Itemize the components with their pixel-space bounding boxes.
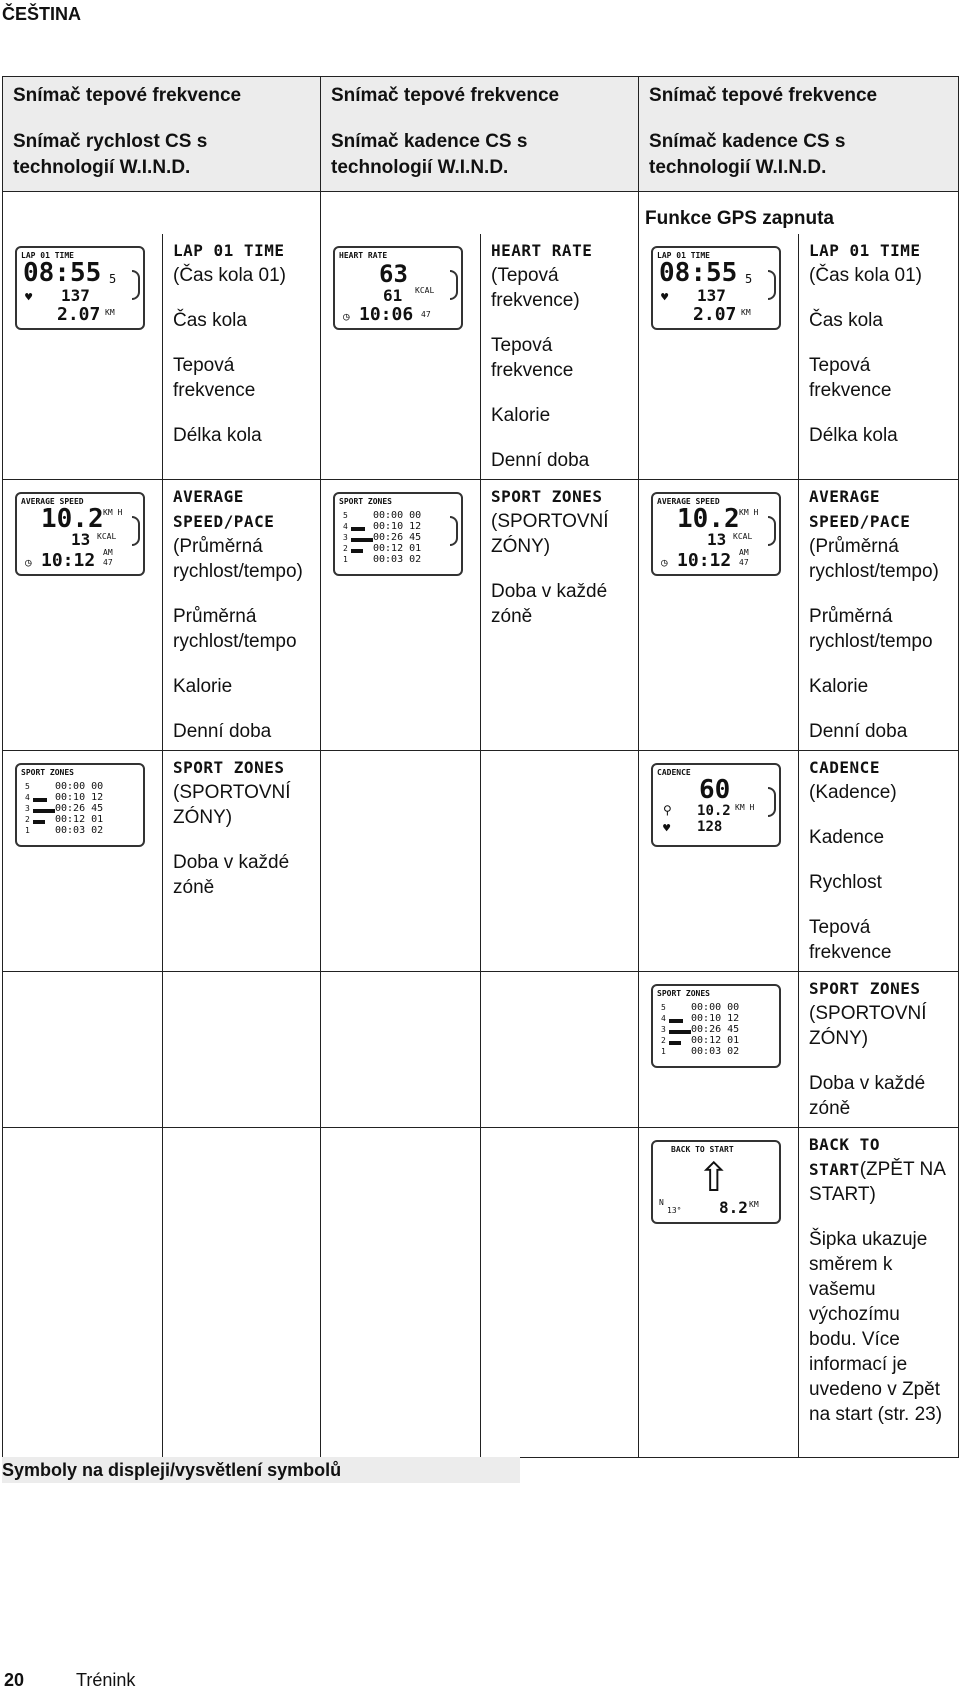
- lcd-line3: 2.07: [57, 304, 101, 325]
- symbol-title: LAP 01 TIME: [173, 241, 285, 260]
- symbol-item: Čas kola: [173, 310, 247, 331]
- lcd-ampm: AM: [739, 548, 749, 557]
- gps-note: Funkce GPS zapnuta: [639, 192, 959, 235]
- lcd-unit: KM: [741, 308, 751, 317]
- lcd-sport-zones: [15, 763, 145, 847]
- symbols-table: [2, 76, 959, 1458]
- display-cell: [3, 751, 163, 972]
- symbol-title: AVERAGE SPEED/PACE: [173, 487, 275, 531]
- symbol-item: Kalorie: [173, 676, 233, 697]
- lcd-label: LAP 01 TIME: [657, 251, 710, 260]
- lcd-label: HEART RATE: [339, 251, 388, 260]
- symbol-item: Doba v každé zóně: [173, 852, 290, 898]
- lcd-bracket: [768, 787, 776, 817]
- symbol-item: Rychlost: [809, 872, 882, 893]
- lcd-label: CADENCE: [657, 768, 691, 777]
- lcd-sport-zones: [651, 984, 781, 1068]
- symbol-item: Tepová frekvence: [173, 355, 256, 401]
- symbol-item: Průměrná rychlost/tempo: [809, 606, 933, 652]
- lcd-value: 10.2: [41, 504, 104, 534]
- display-cell: [639, 751, 799, 972]
- symbol-translation: (Kadence): [809, 782, 897, 803]
- lcd-decimal: 5: [745, 272, 753, 286]
- lcd-line3: 10:12: [677, 550, 732, 571]
- symbol-item: Délka kola: [173, 425, 262, 446]
- symbol-title: BACK TO START: [809, 1135, 880, 1179]
- zone-times: 00:00 00 00:10 12 00:26 45 00:12 01 00:03 02: [373, 510, 422, 565]
- zone-bar: [351, 549, 363, 553]
- symbol-title: CADENCE: [809, 758, 880, 777]
- symbol-item: Šipka ukazuje směrem k vašemu výchozímu bodu. Více informací je uvedeno v Zpět na start (str. 23): [809, 1229, 943, 1425]
- empty-cell: [481, 972, 639, 1128]
- chapter-name: Trénink: [76, 1670, 136, 1690]
- page-number: 20: [4, 1670, 25, 1690]
- lcd-value: 60: [699, 775, 731, 805]
- symbol-translation: (Průměrná rychlost/tempo): [173, 536, 303, 582]
- lcd-label: LAP 01 TIME: [21, 251, 74, 260]
- symbol-item: Kalorie: [809, 676, 869, 697]
- lcd-sport-zones: [333, 492, 463, 576]
- header-sensor-cadence: Snímač kadence CS s technologií W.I.N.D.: [331, 131, 528, 178]
- stopwatch-icon: ◷: [661, 556, 668, 569]
- lcd-unit: KCAL: [97, 532, 117, 541]
- symbol-translation: (SPORTOVNÍ ZÓNY): [809, 1003, 927, 1049]
- empty-cell: [321, 751, 481, 972]
- lcd-line2: 137: [61, 286, 90, 305]
- symbol-translation: (SPORTOVNÍ ZÓNY): [491, 511, 609, 557]
- lcd-seconds: 47: [421, 310, 431, 319]
- empty-cell: [3, 1128, 163, 1458]
- lcd-bracket: [768, 270, 776, 300]
- description-cell: [799, 234, 959, 480]
- lcd-average-speed: [15, 492, 145, 576]
- empty-cell: [3, 192, 321, 235]
- symbol-item: Délka kola: [809, 425, 898, 446]
- stopwatch-icon: ◷: [343, 310, 350, 323]
- zone-bar: [669, 1019, 683, 1023]
- lcd-bracket: [132, 516, 140, 546]
- symbol-translation: (Čas kola 01): [173, 265, 286, 286]
- table-row: [3, 751, 959, 972]
- lcd-ampm: AM: [103, 548, 113, 557]
- heart-icon: ♥: [663, 821, 671, 835]
- symbol-item: Doba v každé zóně: [809, 1073, 926, 1119]
- empty-cell: [163, 972, 321, 1128]
- lcd-unit: KCAL: [415, 286, 435, 295]
- zone-bar: [33, 820, 45, 824]
- header-col1: [3, 77, 321, 192]
- symbol-item: Denní doba: [809, 721, 908, 742]
- lcd-distance: 8.2: [719, 1198, 748, 1217]
- table-row: [3, 480, 959, 751]
- arrow-up-icon: ⇧: [697, 1156, 731, 1200]
- lcd-unit: KM H: [739, 508, 759, 517]
- lcd-unit: KM H: [735, 803, 755, 812]
- symbol-item: Denní doba: [173, 721, 272, 742]
- gps-row: [3, 192, 959, 235]
- lcd-decimal: 5: [109, 272, 117, 286]
- lcd-degrees: 13°: [667, 1206, 682, 1215]
- display-cell: [321, 480, 481, 751]
- symbol-title: SPORT ZONES: [491, 487, 603, 506]
- zone-numbers: 5 4 3 2 1: [25, 782, 30, 835]
- description-cell: [163, 480, 321, 751]
- zone-numbers: 5 4 3 2 1: [343, 511, 348, 564]
- lcd-unit: KM H: [103, 508, 123, 517]
- display-cell: [321, 234, 481, 480]
- display-cell: [639, 234, 799, 480]
- empty-cell: [321, 1128, 481, 1458]
- symbol-item: Průměrná rychlost/tempo: [173, 606, 297, 652]
- lcd-label: SPORT ZONES: [21, 768, 74, 777]
- description-cell: [799, 480, 959, 751]
- lcd-unit: KM: [749, 1200, 759, 1209]
- symbol-translation: (Čas kola 01): [809, 265, 923, 286]
- table-row: [3, 1128, 959, 1458]
- zone-bar: [669, 1030, 691, 1034]
- display-cell: [639, 480, 799, 751]
- lcd-lap-time: [651, 246, 781, 330]
- display-cell: [3, 480, 163, 751]
- lcd-line3: 128: [697, 819, 723, 835]
- empty-cell: [481, 1128, 639, 1458]
- lcd-value: 08:55: [659, 258, 738, 288]
- symbol-translation: (SPORTOVNÍ ZÓNY): [173, 782, 291, 828]
- symbol-item: Doba v každé zóně: [491, 581, 608, 627]
- lcd-seconds: 47: [103, 558, 113, 567]
- empty-cell: [481, 751, 639, 972]
- header-sensor-hr: Snímač tepové frekvence: [331, 85, 560, 106]
- lcd-label: SPORT ZONES: [339, 497, 392, 506]
- language-label: ČEŠTINA: [2, 4, 82, 24]
- empty-cell: [321, 192, 639, 235]
- description-cell: [481, 480, 639, 751]
- heart-icon: ♥: [661, 290, 669, 304]
- stopwatch-icon: ◷: [25, 556, 32, 569]
- lcd-label: AVERAGE SPEED: [657, 497, 720, 506]
- empty-cell: [163, 1128, 321, 1458]
- lcd-value: 63: [379, 260, 408, 288]
- description-cell: [799, 972, 959, 1128]
- symbol-title: LAP 01 TIME: [809, 241, 921, 260]
- lcd-value: 10.2: [677, 504, 740, 534]
- lcd-line3: 10:12: [41, 550, 96, 571]
- header-row: [3, 77, 959, 192]
- symbol-item: Tepová frekvence: [809, 917, 892, 963]
- lcd-bracket: [132, 270, 140, 300]
- lcd-line2: 13: [707, 530, 727, 549]
- lcd-line2: 10.2: [697, 803, 731, 819]
- zone-bar: [33, 809, 55, 813]
- symbol-translation: (ZPĚT NA START): [809, 1159, 945, 1205]
- zone-bar: [669, 1041, 681, 1045]
- lcd-line2: 13: [71, 530, 91, 549]
- table-row: [3, 972, 959, 1128]
- lcd-bracket: [450, 270, 458, 300]
- lcd-average-speed: [651, 492, 781, 576]
- header-sensor-speed: Snímač rychlost CS s technologií W.I.N.D.: [13, 131, 208, 178]
- zone-numbers: 5 4 3 2 1: [661, 1003, 666, 1056]
- symbol-item: Tepová frekvence: [491, 335, 574, 381]
- lcd-line3: 10:06: [359, 304, 414, 325]
- lcd-direction: N: [659, 1198, 664, 1207]
- zone-bar: [33, 798, 47, 802]
- lcd-line2: 137: [697, 286, 726, 305]
- description-cell: [163, 234, 321, 480]
- lcd-heart-rate: [333, 246, 463, 330]
- header-sensor-cadence: Snímač kadence CS s technologií W.I.N.D.: [649, 131, 846, 178]
- lcd-bracket: [450, 516, 458, 546]
- description-cell: [799, 751, 959, 972]
- symbol-item: Kadence: [809, 827, 885, 848]
- zone-times: 00:00 00 00:10 12 00:26 45 00:12 01 00:03 02: [691, 1002, 740, 1057]
- lcd-label: AVERAGE SPEED: [21, 497, 84, 506]
- lcd-seconds: 47: [739, 558, 749, 567]
- empty-cell: [3, 972, 163, 1128]
- symbol-translation: (Průměrná rychlost/tempo): [809, 536, 939, 582]
- lcd-label: BACK TO START: [671, 1145, 734, 1154]
- header-col3: [639, 77, 959, 192]
- description-cell: [799, 1128, 959, 1458]
- lcd-unit: KM: [105, 308, 115, 317]
- display-cell: [3, 234, 163, 480]
- description-cell: [163, 751, 321, 972]
- header-sensor-hr: Snímač tepové frekvence: [13, 85, 242, 106]
- lcd-lap-time: [15, 246, 145, 330]
- bike-icon: ⚲: [663, 803, 672, 817]
- symbol-title: HEART RATE: [491, 241, 593, 260]
- symbol-title: AVERAGE SPEED/PACE: [809, 487, 911, 531]
- symbol-translation: (Tepová frekvence): [491, 265, 580, 311]
- header-sensor-hr: Snímač tepové frekvence: [649, 85, 878, 106]
- lcd-bracket: [768, 516, 776, 546]
- header-col2: [321, 77, 639, 192]
- lcd-label: SPORT ZONES: [657, 989, 710, 998]
- description-cell: [481, 234, 639, 480]
- heart-icon: ♥: [25, 290, 33, 304]
- lcd-back-to-start: [651, 1140, 781, 1224]
- display-cell: [639, 1128, 799, 1458]
- display-cell: [639, 972, 799, 1128]
- section-title: Symboly na displeji/vysvětlení symbolů: [2, 1457, 520, 1483]
- zone-bar: [351, 527, 365, 531]
- zone-times: 00:00 00 00:10 12 00:26 45 00:12 01 00:03 02: [55, 781, 104, 836]
- symbol-item: Kalorie: [491, 405, 551, 426]
- lcd-cadence: [651, 763, 781, 847]
- symbol-item: Tepová frekvence: [809, 355, 892, 401]
- lcd-unit: KCAL: [733, 532, 753, 541]
- lcd-line3: 2.07: [693, 304, 737, 325]
- symbol-title: SPORT ZONES: [809, 979, 921, 998]
- symbol-item: Denní doba: [491, 450, 590, 471]
- lcd-line2: 61: [383, 286, 403, 305]
- lcd-value: 08:55: [23, 258, 102, 288]
- zone-bar: [351, 538, 373, 542]
- table-row: [3, 234, 959, 480]
- symbol-item: Čas kola: [809, 310, 883, 331]
- empty-cell: [321, 972, 481, 1128]
- symbol-title: SPORT ZONES: [173, 758, 285, 777]
